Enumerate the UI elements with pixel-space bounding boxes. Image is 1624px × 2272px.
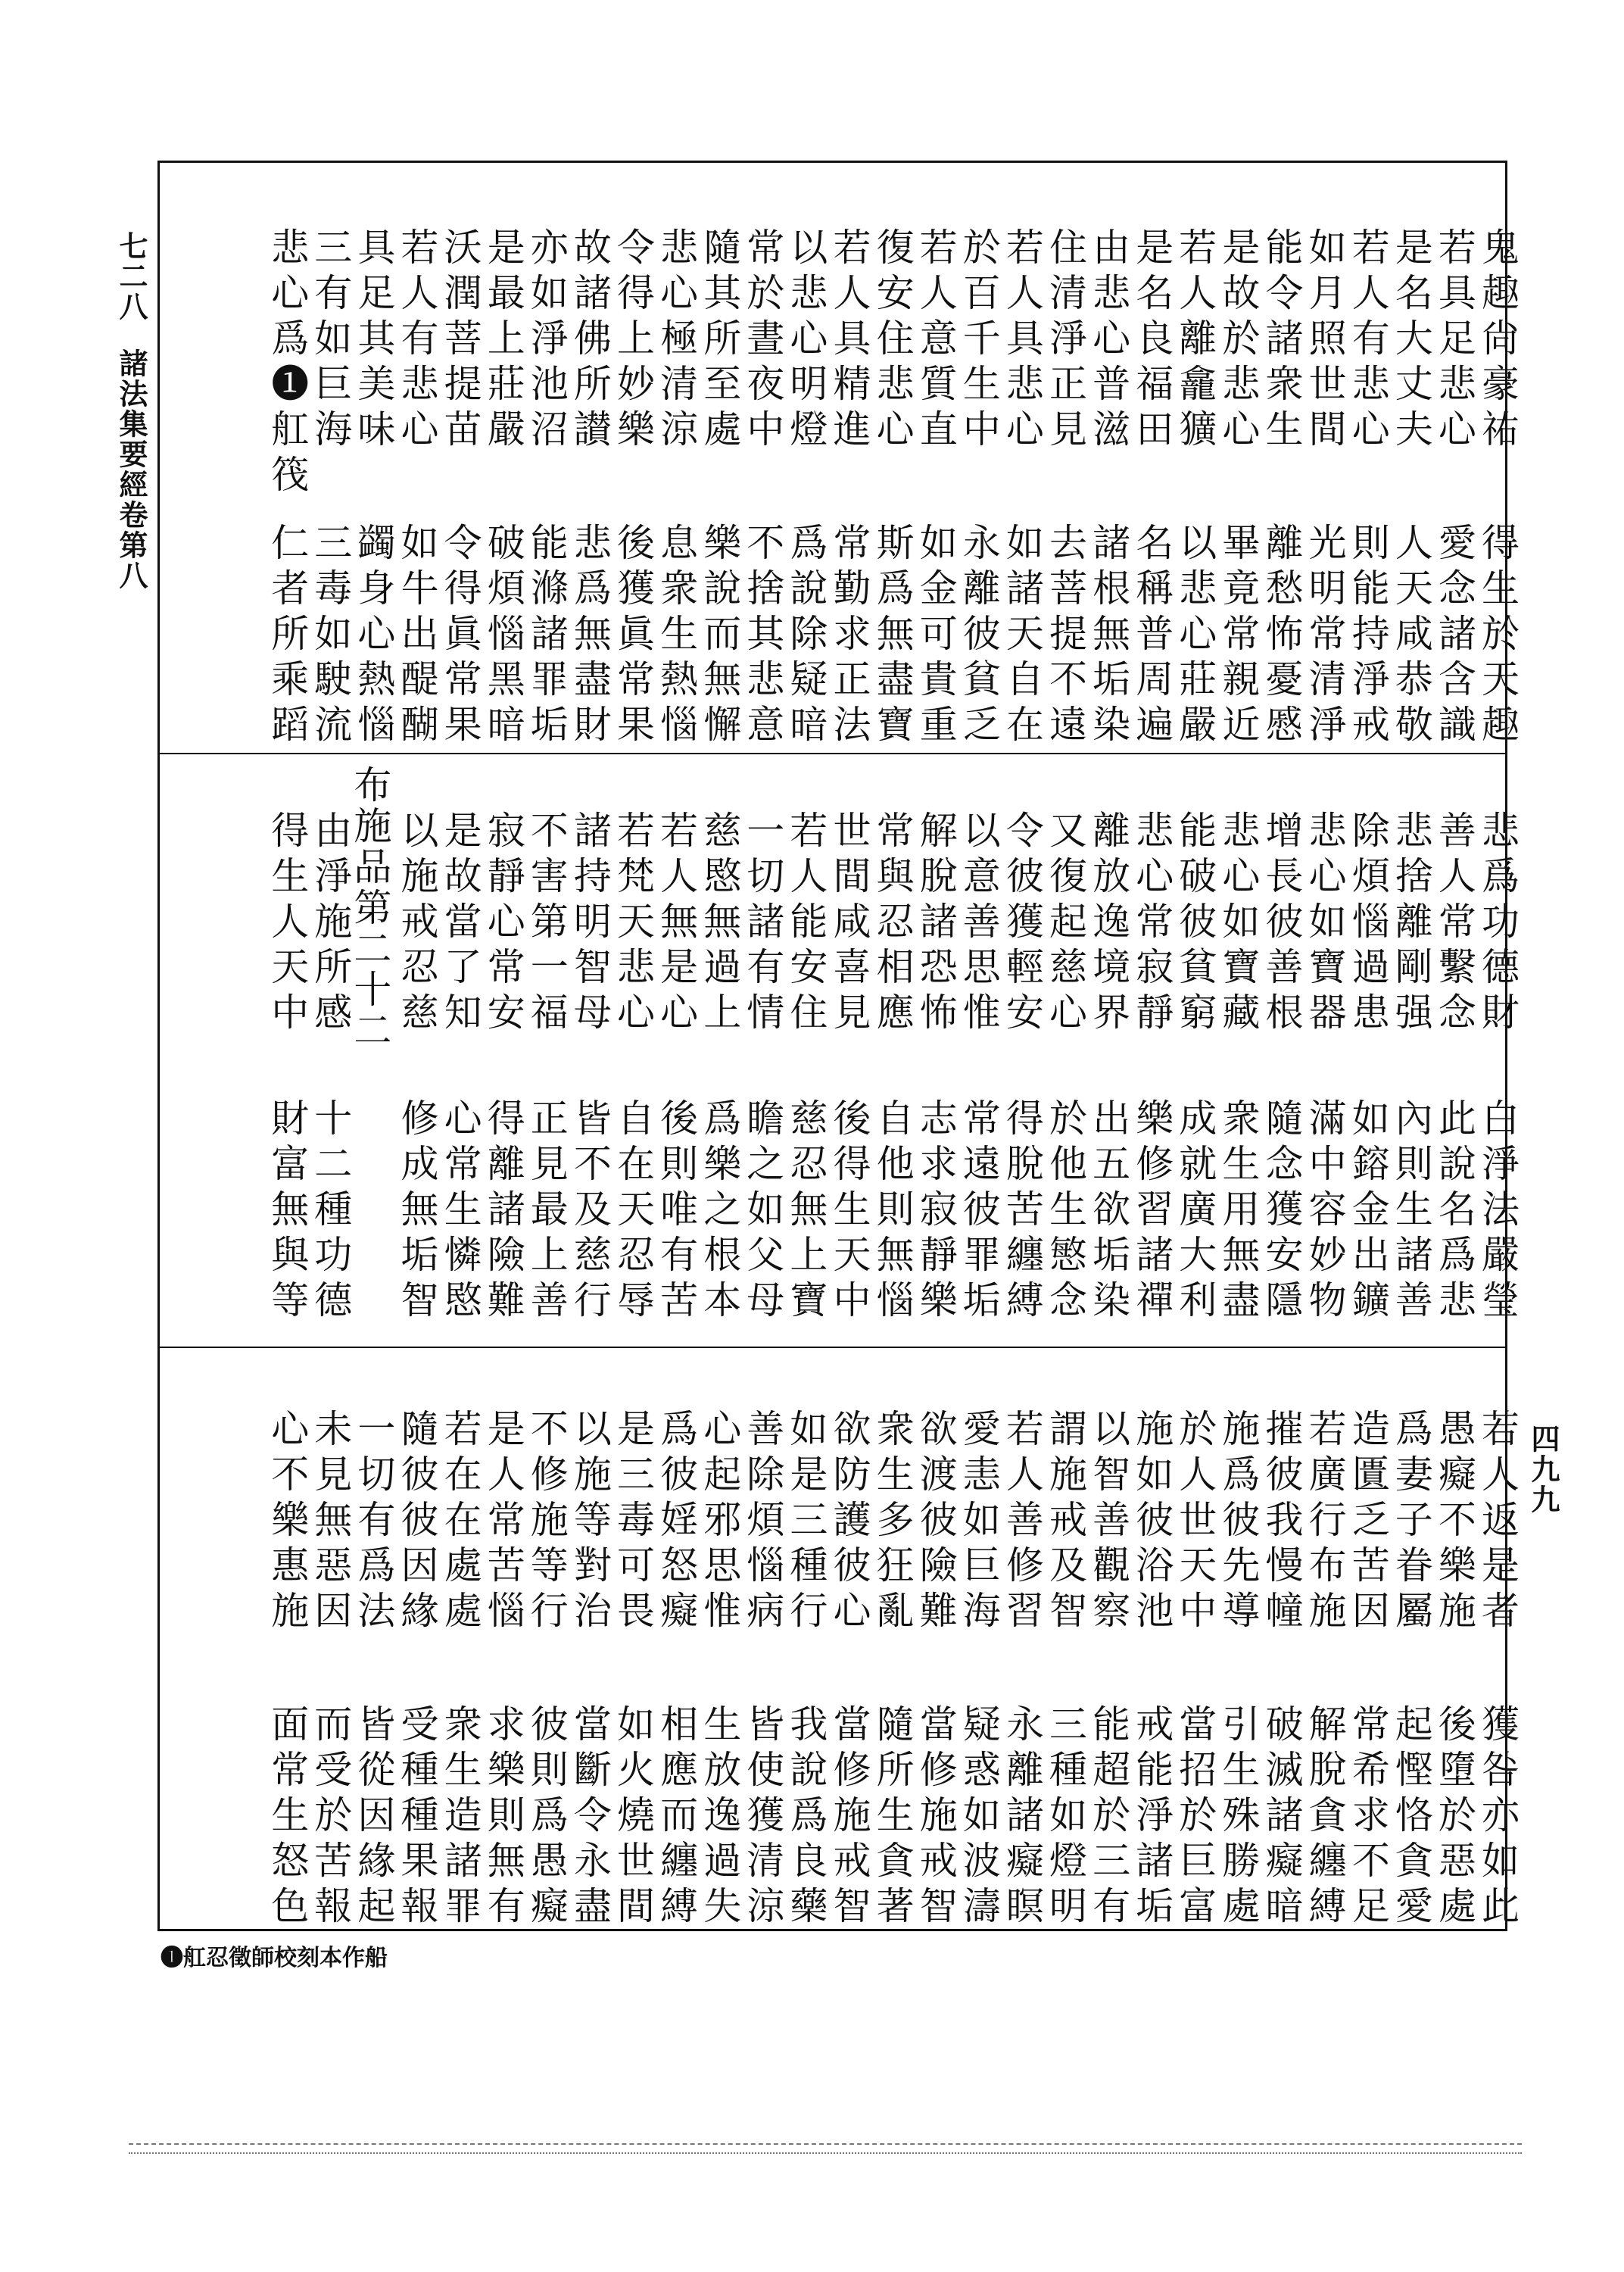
verse-line-upper: 增長彼善根 bbox=[1259, 810, 1304, 1038]
verse-line-lower: 當招於巨富 bbox=[1173, 1704, 1217, 1931]
verse-line-lower: 斯爲無盡寶 bbox=[870, 523, 915, 750]
verse-line-upper: 未見無惡因 bbox=[308, 1409, 353, 1636]
verse-line-upper: 施如彼浴池 bbox=[1130, 1409, 1174, 1636]
verse-line-lower: 求樂則無有 bbox=[481, 1704, 525, 1931]
verse-line-upper: 悲捨離剛强 bbox=[1389, 810, 1433, 1038]
verse-line-upper: 欲防護彼心 bbox=[827, 1409, 871, 1636]
verse-line-upper: 悲心爲❶舡筏 bbox=[265, 227, 310, 500]
verse-line-upper: 以施戒忍慈 bbox=[394, 810, 439, 1038]
verse-line-lower: 滿中容妙物 bbox=[1302, 1098, 1347, 1325]
verse-line-lower: 成就廣大利 bbox=[1173, 1098, 1217, 1325]
verse-line-lower: 仁者所乘蹈 bbox=[265, 523, 310, 750]
verse-line-lower: 爲樂之根本 bbox=[697, 1098, 742, 1325]
verse-line-upper: 善人常繫念 bbox=[1432, 810, 1476, 1038]
verse-line-lower: 如牛出醍醐 bbox=[394, 523, 439, 750]
verse-line-upper: 若人具精進 bbox=[827, 227, 871, 454]
verse-line-upper: 是故於悲心 bbox=[1216, 227, 1261, 454]
verse-line-upper: 是人常苦惱 bbox=[481, 1409, 525, 1636]
verse-line-lower: 自他則無惱 bbox=[870, 1098, 915, 1325]
verse-line-lower: 引生殊勝處 bbox=[1216, 1704, 1261, 1931]
verse-line-upper: 世間咸喜見 bbox=[827, 810, 871, 1038]
verse-line-lower: 能滌諸罪垢 bbox=[524, 523, 569, 750]
verse-line-lower: 生放逸過失 bbox=[697, 1704, 742, 1931]
verse-line-lower: 財富無與等 bbox=[265, 1098, 310, 1325]
verse-line-lower: 名稱普周遍 bbox=[1130, 523, 1174, 750]
verse-line-lower: 光明常清淨 bbox=[1302, 523, 1347, 750]
running-title: 諸法集要經卷第八 bbox=[114, 348, 148, 591]
verse-line-lower: 後則唯有苦 bbox=[654, 1098, 699, 1325]
verse-line-upper: 以智善觀察 bbox=[1086, 1409, 1131, 1636]
verse-line-lower: 以悲心莊嚴 bbox=[1173, 523, 1217, 750]
verse-line-lower: 能超於三有 bbox=[1086, 1704, 1131, 1931]
verse-line-upper: 令彼獲輕安 bbox=[999, 810, 1044, 1038]
verse-line-upper: 寂靜心常安 bbox=[481, 810, 525, 1038]
verse-line-upper: 得生人天中 bbox=[265, 810, 310, 1038]
verse-line-upper: 若人返是者 bbox=[1476, 1409, 1520, 1636]
verse-line-lower: 面常生怒色 bbox=[265, 1704, 310, 1931]
verse-line-upper: 悲心如寶器 bbox=[1302, 810, 1347, 1038]
chapter-title: 布施品第二十二 bbox=[348, 765, 392, 1051]
verse-line-upper: 由悲心普滋 bbox=[1086, 227, 1131, 454]
verse-line-upper: 是故當了知 bbox=[438, 810, 482, 1038]
verse-line-lower: 如火燒世間 bbox=[611, 1704, 655, 1931]
verse-line-upper: 若梵天悲心 bbox=[611, 810, 655, 1038]
verse-line-lower: 衆生造諸罪 bbox=[438, 1704, 482, 1931]
verse-line-lower: 三種如燈明 bbox=[1043, 1704, 1087, 1931]
verse-line-lower: 後得生天中 bbox=[827, 1098, 871, 1325]
bottom-rule-2 bbox=[129, 2152, 1522, 2154]
verse-line-lower: 瞻之如父母 bbox=[740, 1098, 785, 1325]
verse-line-upper: 施爲彼先導 bbox=[1216, 1409, 1261, 1636]
verse-line-lower: 皆不及慈行 bbox=[567, 1098, 612, 1325]
page-number-right: 四九九 bbox=[1526, 1424, 1560, 1515]
verse-line-lower: 永離彼貧乏 bbox=[956, 523, 1001, 750]
verse-line-lower: 三毒如駛流 bbox=[308, 523, 353, 750]
verse-line-upper: 爲妻子眷屬 bbox=[1389, 1409, 1433, 1636]
verse-line-upper: 若人意質直 bbox=[913, 227, 958, 454]
verse-line-lower: 常希求不足 bbox=[1345, 1704, 1390, 1931]
verse-line-upper: 爲彼婬怒癡 bbox=[654, 1409, 699, 1636]
verse-line-upper: 衆生多狂亂 bbox=[870, 1409, 915, 1636]
verse-line-lower: 得脫苦纏縛 bbox=[999, 1098, 1044, 1325]
verse-line-lower: 衆生用無盡 bbox=[1216, 1098, 1261, 1325]
verse-line-upper: 悲心極清涼 bbox=[654, 227, 699, 454]
verse-line-upper: 以悲心明燈 bbox=[784, 227, 828, 454]
verse-line-upper: 不害第一福 bbox=[524, 810, 569, 1038]
verse-line-lower: 正見最上善 bbox=[524, 1098, 569, 1325]
verse-line-lower: 破煩惱黑暗 bbox=[481, 523, 525, 750]
verse-line-lower: 隨念獲安隱 bbox=[1259, 1098, 1304, 1325]
verse-line-upper: 具足其美味 bbox=[351, 227, 396, 454]
verse-line-lower: 當修施戒智 bbox=[827, 1704, 871, 1931]
verse-line-lower: 畢竟常親近 bbox=[1216, 523, 1261, 750]
verse-line-lower: 出五欲垢染 bbox=[1086, 1098, 1131, 1325]
verse-line-lower: 此說名爲悲 bbox=[1432, 1098, 1476, 1325]
verse-line-upper: 若人能安住 bbox=[784, 810, 828, 1038]
verse-line-upper: 若廣行布施 bbox=[1302, 1409, 1347, 1636]
verse-line-upper: 除煩惱過患 bbox=[1345, 810, 1390, 1038]
verse-line-upper: 以意善思惟 bbox=[956, 810, 1001, 1038]
verse-line-lower: 去菩提不遠 bbox=[1043, 523, 1087, 750]
verse-line-upper: 是最上莊嚴 bbox=[481, 227, 525, 454]
verse-line-lower: 皆使獲清涼 bbox=[740, 1704, 785, 1931]
verse-line-upper: 諸持明智母 bbox=[567, 810, 612, 1038]
verse-line-lower: 修成無垢智 bbox=[394, 1098, 439, 1325]
verse-line-upper: 若人有悲心 bbox=[1345, 227, 1390, 454]
verse-line-upper: 三有如巨海 bbox=[308, 227, 353, 454]
verse-line-upper: 若在在處處 bbox=[438, 1409, 482, 1636]
verse-line-lower: 爲說除疑暗 bbox=[784, 523, 828, 750]
verse-line-lower: 隨所生貪著 bbox=[870, 1704, 915, 1931]
verse-line-upper: 善除煩惱病 bbox=[740, 1409, 785, 1636]
section-divider-1 bbox=[157, 753, 1507, 754]
verse-line-upper: 心起邪思惟 bbox=[697, 1409, 742, 1636]
footnote: ❶舡忍徵師校刻本作船 bbox=[161, 1945, 388, 1971]
verse-line-lower: 戒能淨諸垢 bbox=[1130, 1704, 1174, 1931]
verse-line-upper: 若人具悲心 bbox=[999, 227, 1044, 454]
verse-section-1 bbox=[157, 227, 1520, 750]
verse-line-upper: 若人善修習 bbox=[999, 1409, 1044, 1636]
verse-line-upper: 故諸佛所讃 bbox=[567, 227, 612, 454]
verse-line-lower: 十二種功德 bbox=[308, 1098, 353, 1325]
verse-line-lower: 常勤求正法 bbox=[827, 523, 871, 750]
verse-line-upper: 於百千生中 bbox=[956, 227, 1001, 454]
verse-line-upper: 如是三種行 bbox=[784, 1409, 828, 1636]
verse-line-upper: 愚癡不樂施 bbox=[1432, 1409, 1476, 1636]
verse-line-upper: 造匱乏苦因 bbox=[1345, 1409, 1390, 1636]
verse-line-upper: 愛恚如巨海 bbox=[956, 1409, 1001, 1636]
bottom-rule bbox=[129, 2143, 1522, 2145]
verse-line-lower: 於他生慜念 bbox=[1043, 1098, 1087, 1325]
verse-line-lower: 常遠彼罪垢 bbox=[956, 1098, 1001, 1325]
verse-line-upper: 心不樂惠施 bbox=[265, 1409, 310, 1636]
verse-line-lower: 離愁怖憂慼 bbox=[1259, 523, 1304, 750]
verse-line-lower: 起慳恪貪愛 bbox=[1389, 1704, 1433, 1931]
verse-line-lower: 白淨法嚴瑩 bbox=[1476, 1098, 1520, 1325]
verse-line-lower: 樂說而無懈 bbox=[697, 523, 742, 750]
verse-line-upper: 復安住悲心 bbox=[870, 227, 915, 454]
verse-line-upper: 悲爲功德財 bbox=[1476, 810, 1520, 1038]
verse-line-upper: 悲心如寶藏 bbox=[1216, 810, 1261, 1038]
verse-line-upper: 常於晝夜中 bbox=[740, 227, 785, 454]
verse-line-upper: 若人有悲心 bbox=[394, 227, 439, 454]
verse-line-lower: 彼則爲愚癡 bbox=[524, 1704, 569, 1931]
verse-line-upper: 如月照世間 bbox=[1302, 227, 1347, 454]
verse-line-upper: 一切有爲法 bbox=[351, 1409, 396, 1636]
verse-line-upper: 離放逸境界 bbox=[1086, 810, 1131, 1038]
verse-line-lower: 樂修習諸禪 bbox=[1130, 1098, 1174, 1325]
verse-line-upper: 若具足悲心 bbox=[1432, 227, 1476, 454]
verse-line-upper: 不修施等行 bbox=[524, 1409, 569, 1636]
verse-line-lower: 如諸天自在 bbox=[999, 523, 1044, 750]
verse-line-lower: 獲咎亦如此 bbox=[1476, 1704, 1520, 1931]
verse-line-lower: 人天咸恭敬 bbox=[1389, 523, 1433, 750]
verse-line-upper: 隨彼彼因緣 bbox=[394, 1409, 439, 1636]
verse-line-upper: 悲心常寂靜 bbox=[1130, 810, 1174, 1038]
verse-line-lower: 蠲身心熱惱 bbox=[351, 523, 396, 750]
verse-line-lower: 破滅諸癡暗 bbox=[1259, 1704, 1304, 1931]
verse-line-upper: 欲渡彼險難 bbox=[913, 1409, 958, 1636]
verse-line-upper: 謂施戒及智 bbox=[1043, 1409, 1087, 1636]
verse-line-lower: 悲爲無盡財 bbox=[567, 523, 612, 750]
verse-line-lower: 永離諸癡瞑 bbox=[999, 1704, 1044, 1931]
verse-line-upper: 是三毒可畏 bbox=[611, 1409, 655, 1636]
page-number-left: 七二八 bbox=[114, 231, 148, 322]
verse-line-lower: 受種種果報 bbox=[394, 1704, 439, 1931]
verse-line-upper: 沃潤菩提苗 bbox=[438, 227, 482, 454]
verse-line-upper: 是名良福田 bbox=[1130, 227, 1174, 454]
verse-line-upper: 由淨施所感 bbox=[308, 810, 353, 1038]
verse-line-upper: 能令諸衆生 bbox=[1259, 227, 1304, 454]
verse-line-lower: 志求寂靜樂 bbox=[913, 1098, 958, 1325]
verse-line-lower: 疑惑如波濤 bbox=[956, 1704, 1001, 1931]
verse-line-upper: 是名大丈夫 bbox=[1389, 227, 1433, 454]
verse-line-upper: 隨其所至處 bbox=[697, 227, 742, 454]
verse-line-lower: 得生於天趣 bbox=[1476, 523, 1520, 750]
verse-line-upper: 解脫諸恐怖 bbox=[913, 810, 958, 1038]
verse-line-upper: 若人離龕獷 bbox=[1173, 227, 1217, 454]
verse-line-upper: 鬼趣尙豪祐 bbox=[1476, 227, 1520, 454]
verse-line-upper: 能破彼貧窮 bbox=[1173, 810, 1217, 1038]
verse-line-upper: 又復起慈心 bbox=[1043, 810, 1087, 1038]
verse-line-lower: 解脫貪纏縛 bbox=[1302, 1704, 1347, 1931]
verse-line-lower: 心常生憐愍 bbox=[438, 1098, 482, 1325]
verse-line-upper: 令得上妙樂 bbox=[611, 227, 655, 454]
verse-line-lower: 當斷令永盡 bbox=[567, 1704, 612, 1931]
verse-line-upper: 亦如淨池沼 bbox=[524, 227, 569, 454]
verse-line-lower: 我說爲良藥 bbox=[784, 1704, 828, 1931]
verse-line-lower: 相應而纏縛 bbox=[654, 1704, 699, 1931]
verse-line-lower: 如金可貴重 bbox=[913, 523, 958, 750]
verse-line-lower: 自在天忍辱 bbox=[611, 1098, 655, 1325]
verse-line-lower: 內則生諸善 bbox=[1389, 1098, 1433, 1325]
verse-line-upper: 住清淨正見 bbox=[1043, 227, 1087, 454]
verse-line-lower: 如鎔金出鑛 bbox=[1345, 1098, 1390, 1325]
verse-line-upper: 常與忍相應 bbox=[870, 810, 915, 1038]
verse-line-lower: 而受於苦報 bbox=[308, 1704, 353, 1931]
verse-line-upper: 一切諸有情 bbox=[740, 810, 785, 1038]
verse-line-lower: 息衆生熱惱 bbox=[654, 523, 699, 750]
verse-line-upper: 摧彼我慢幢 bbox=[1259, 1409, 1304, 1636]
verse-line-lower: 則能持淨戒 bbox=[1345, 523, 1390, 750]
verse-line-lower: 得離諸險難 bbox=[481, 1098, 525, 1325]
verse-line-lower: 諸根無垢染 bbox=[1086, 523, 1131, 750]
verse-line-upper: 慈愍無過上 bbox=[697, 810, 742, 1038]
verse-section-2 bbox=[157, 765, 1520, 1340]
verse-line-lower: 令得眞常果 bbox=[438, 523, 482, 750]
verse-line-lower: 皆從因緣起 bbox=[351, 1704, 396, 1931]
verse-line-lower: 不捨其悲意 bbox=[740, 523, 785, 750]
verse-line-lower: 愛念諸含識 bbox=[1432, 523, 1476, 750]
verse-line-lower: 後獲眞常果 bbox=[611, 523, 655, 750]
verse-line-lower: 慈忍無上寶 bbox=[784, 1098, 828, 1325]
verse-line-lower: 當修施戒智 bbox=[913, 1704, 958, 1931]
verse-section-3 bbox=[157, 1409, 1520, 1931]
verse-line-upper: 若人無是心 bbox=[654, 810, 699, 1038]
verse-line-upper: 以施等對治 bbox=[567, 1409, 612, 1636]
section-divider-2 bbox=[157, 1347, 1507, 1348]
verse-line-lower: 後墮於惡處 bbox=[1432, 1704, 1476, 1931]
verse-line-upper: 於人世天中 bbox=[1173, 1409, 1217, 1636]
